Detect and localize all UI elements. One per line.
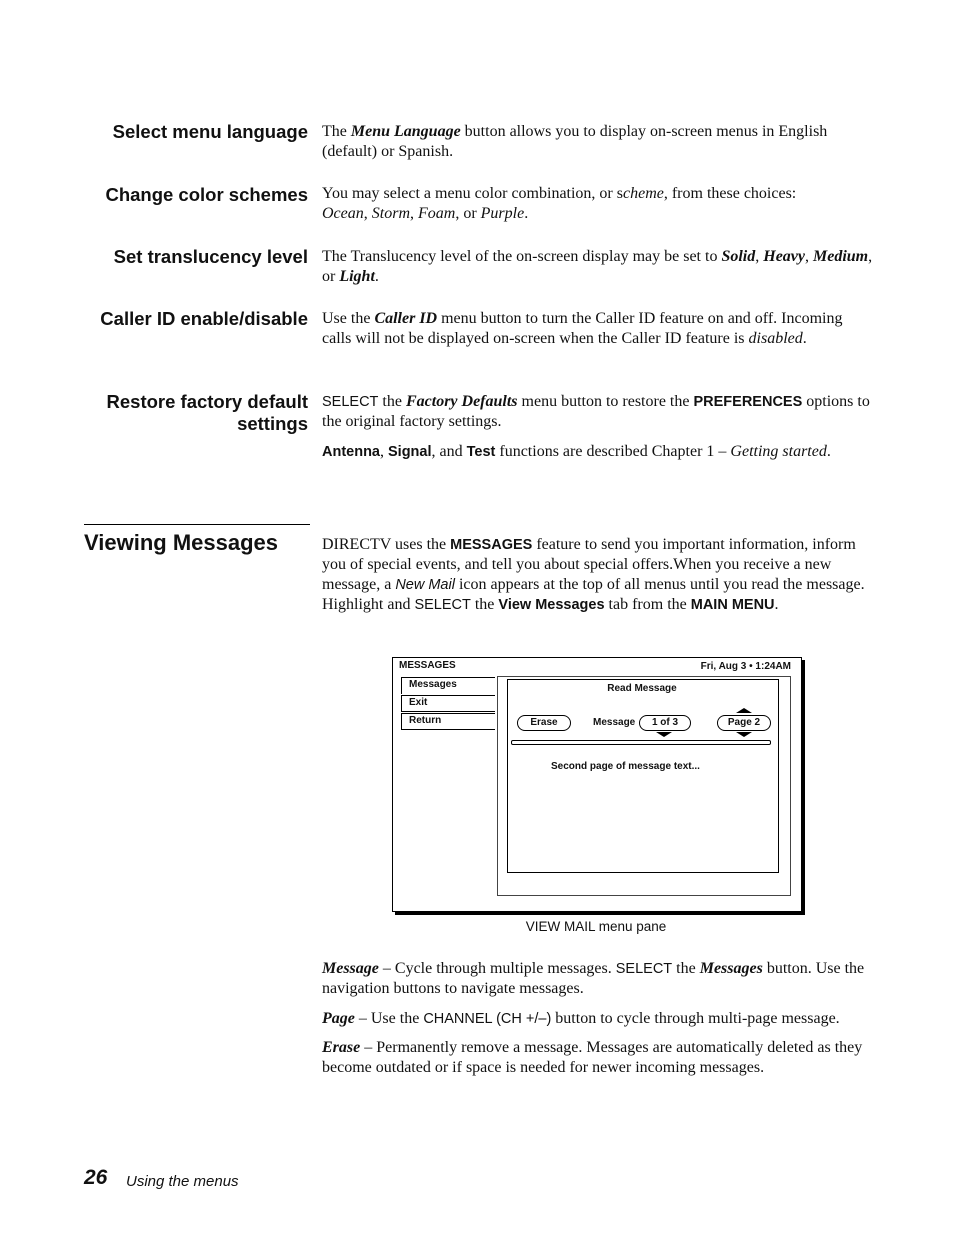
page-up-arrow-icon[interactable] — [736, 708, 752, 713]
tab-exit[interactable]: Exit — [401, 695, 495, 712]
tab-return[interactable]: Return — [401, 713, 495, 730]
page-number: 26 — [84, 1166, 108, 1189]
heading-change-color-schemes: Change color schemes — [105, 184, 308, 205]
heading-restore-factory-default: Restore factory default settings — [106, 391, 308, 434]
para-menu-language: The Menu Language button allows you to display on-screen menus in English (default) or Spanish. — [322, 123, 828, 160]
message-count-selector[interactable]: 1 of 3 — [639, 715, 691, 731]
message-divider-bar — [511, 740, 771, 745]
heading-set-translucency-level: Set translucency level — [113, 246, 308, 267]
heading-select-menu-language: Select menu language — [112, 121, 308, 142]
def-page: Page – Use the CHANNEL (CH +/–) button to cycle through multi-page message. — [322, 1010, 840, 1027]
section-title-viewing-messages: Viewing Messages — [84, 530, 279, 555]
page-down-arrow-icon[interactable] — [736, 732, 752, 737]
para-color-schemes: You may select a menu color combination, or scheme, from these choices: Ocean, Storm, Foam, or Purple. — [322, 185, 797, 222]
read-message-heading: Read Message — [607, 683, 677, 694]
footer-section-title: Using the menus — [126, 1173, 239, 1190]
screen-datetime: Fri, Aug 3 • 1:24AM — [700, 661, 791, 672]
para-viewing-messages: DIRECTV uses the MESSAGES feature to send you important information, inform you of special events, and tell you about special offers.When you receive a new message, a New Mail icon appears at the top of all menus until you read the message. Highlight and SELECT the View Messages tab from the MAIN MENU. — [322, 536, 865, 613]
message-body-text: Second page of message text... — [551, 761, 700, 772]
para-caller-id: Use the Caller ID menu button to turn the Caller ID feature on and off. Incoming calls will not be displayed on-screen when the Caller ID feature is disabled. — [322, 310, 843, 347]
para-translucency: The Translucency level of the on-screen display may be set to Solid, Heavy, Medium, or Light. — [322, 248, 873, 285]
figure-caption: VIEW MAIL menu pane — [525, 919, 667, 934]
def-message: Message – Cycle through multiple messages. SELECT the Messages button. Use the navigation buttons to navigate messages. — [322, 960, 865, 997]
message-down-arrow-icon[interactable] — [656, 732, 672, 737]
para-factory-defaults: SELECT the Factory Defaults menu button to restore the PREFERENCES options to the original factory settings. — [322, 393, 870, 430]
page-button[interactable]: Page 2 — [717, 715, 771, 731]
tab-messages[interactable]: Messages — [401, 677, 495, 694]
heading-caller-id: Caller ID enable/disable — [100, 308, 308, 329]
section-divider — [84, 524, 310, 525]
erase-button[interactable]: Erase — [517, 715, 571, 731]
screen-title: MESSAGES — [399, 660, 456, 671]
view-mail-screen — [392, 657, 802, 912]
para-antenna-signal-test: Antenna, Signal, and Test functions are described Chapter 1 – Getting started. — [322, 443, 831, 460]
def-erase: Erase – Permanently remove a message. Messages are automatically deleted as they become outdated or if space is needed for newer incoming messages. — [322, 1039, 863, 1076]
message-label: Message — [593, 717, 636, 728]
